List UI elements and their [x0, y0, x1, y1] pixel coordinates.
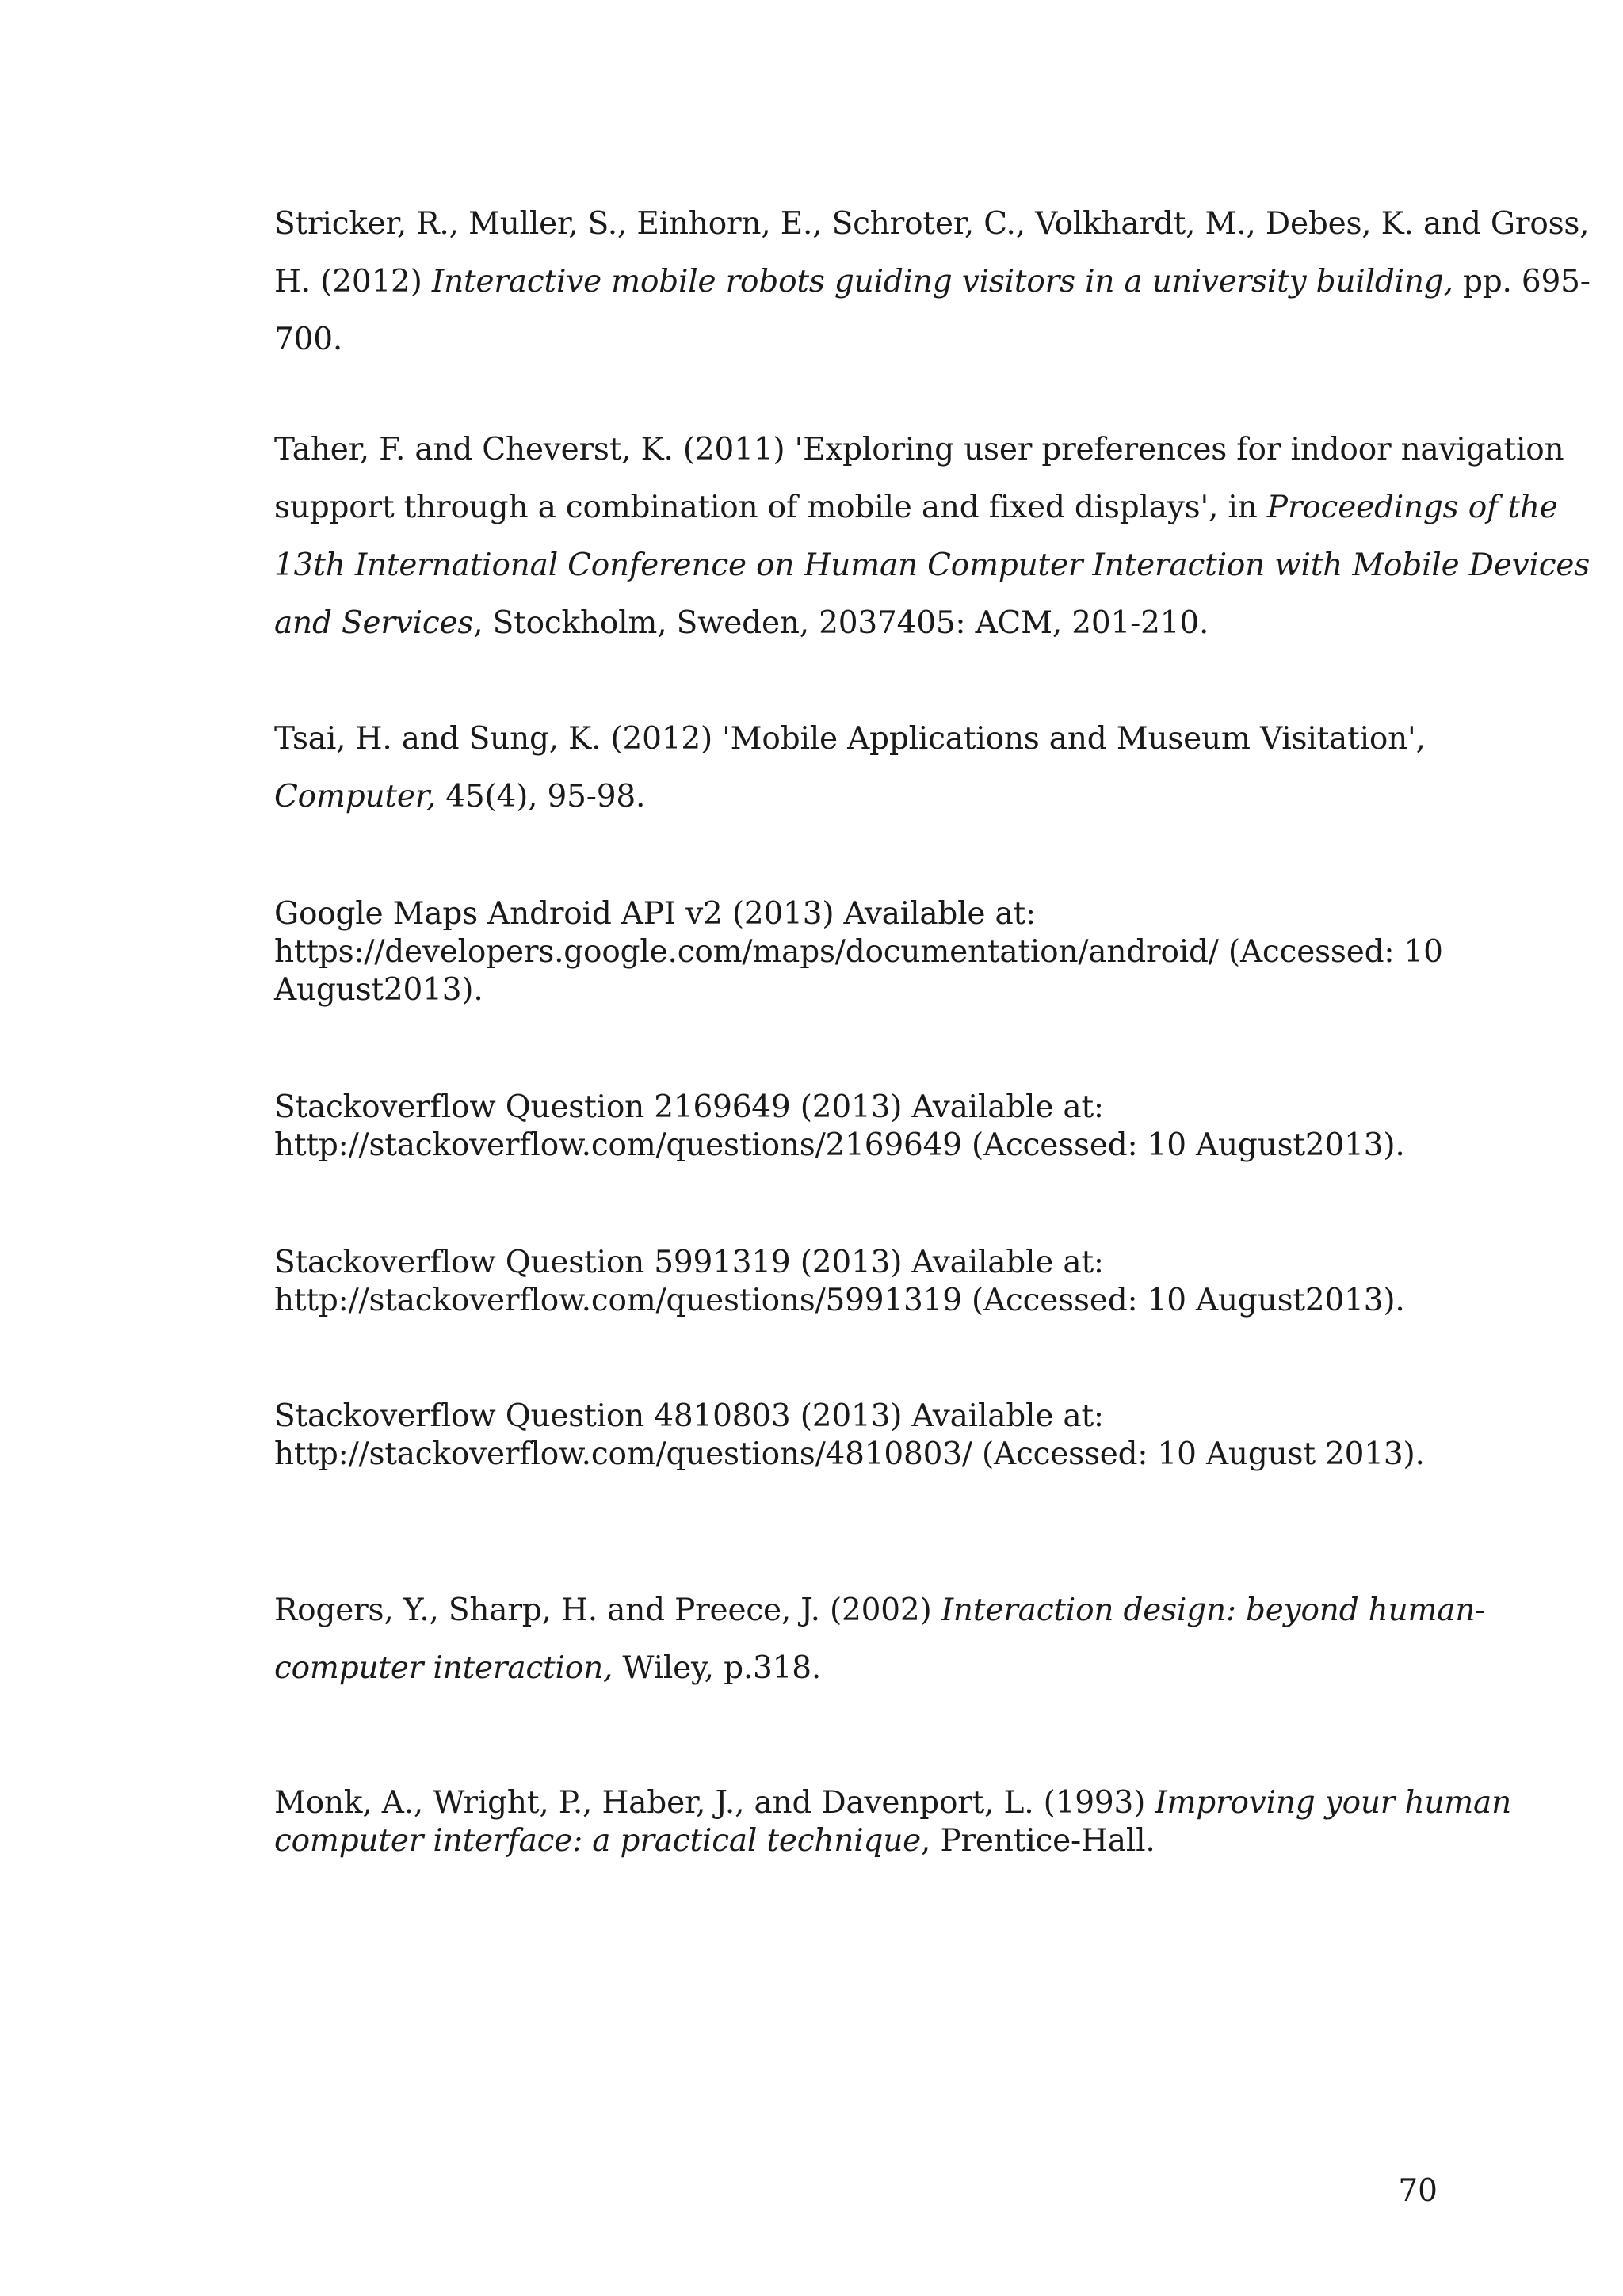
reference-title: Interactive mobile robots guiding visitors in a university building,: [431, 264, 1453, 299]
reference-line: [274, 1639, 1447, 1697]
reference-text: Wiley, p.318.: [613, 1650, 822, 1686]
reference-line: [274, 1089, 1447, 1127]
reference-line: [274, 479, 1558, 536]
reference-text: August2013).: [274, 972, 483, 1008]
reference-title: computer interface: a practical technique: [274, 1823, 922, 1859]
reference-line: [274, 1127, 1447, 1165]
reference-text: H. (2012): [274, 264, 432, 299]
reference-url: http://stackoverflow.com/questions/5991319 (Accessed: 10 August2013).: [274, 1283, 1405, 1318]
reference-title: Computer,: [274, 779, 437, 814]
reference-rogers: [274, 1581, 1486, 1697]
reference-stricker: [274, 195, 1591, 368]
reference-line: [274, 768, 1447, 826]
reference-line: [274, 195, 1590, 253]
reference-text: Stackoverflow Question 5991319 (2013) Available at:: [274, 1245, 1104, 1280]
reference-line: [274, 895, 1447, 933]
reference-text: Google Maps Android API v2 (2013) Available at:: [274, 896, 1036, 932]
reference-line: [274, 933, 1447, 971]
reference-line: [274, 594, 1447, 652]
reference-line: [274, 710, 1447, 768]
reference-text: Stricker, R., Muller, S., Einhorn, E., Schroter, C., Volkhardt, M., Debes, K. and Gross,: [274, 206, 1590, 242]
reference-line: [274, 1244, 1447, 1282]
reference-text: Stackoverflow Question 2169649 (2013) Available at:: [274, 1089, 1104, 1125]
reference-text: 45(4), 95-98.: [436, 779, 646, 814]
reference-line: [274, 1784, 1512, 1822]
reference-text: Monk, A., Wright, P., Haber, J., and Davenport, L. (1993): [274, 1785, 1155, 1821]
reference-text: Tsai, H. and Sung, K. (2012) 'Mobile Applications and Museum Visitation',: [274, 721, 1426, 757]
reference-line: [274, 1282, 1447, 1320]
reference-title: and Services: [274, 605, 474, 641]
reference-text: , Stockholm, Sweden, 2037405: ACM, 201-210.: [473, 605, 1209, 641]
reference-line: [274, 1822, 1447, 1860]
reference-text: Taher, F. and Cheverst, K. (2011) 'Exploring user preferences for indoor navigation: [274, 432, 1564, 467]
reference-google-maps: [274, 895, 1447, 1009]
reference-line: [274, 421, 1564, 479]
reference-stackoverflow-4810803: [274, 1398, 1447, 1474]
reference-line: [274, 253, 1591, 311]
reference-stackoverflow-2169649: [274, 1089, 1447, 1165]
reference-line: [274, 1398, 1447, 1436]
reference-title: Improving your human: [1155, 1785, 1512, 1821]
reference-monk: [274, 1784, 1512, 1860]
reference-taher: [274, 421, 1591, 652]
reference-url: https://developers.google.com/maps/documentation/android/ (Accessed: 10: [274, 934, 1443, 970]
reference-text: 700.: [274, 322, 343, 357]
reference-url: http://stackoverflow.com/questions/2169649 (Accessed: 10 August2013).: [274, 1127, 1405, 1163]
reference-url: http://stackoverflow.com/questions/4810803/ (Accessed: 10 August 2013).: [274, 1436, 1425, 1472]
reference-title: Interaction design: beyond human-: [941, 1592, 1486, 1628]
reference-line: [274, 536, 1591, 594]
reference-title: 13th International Conference on Human Computer Interaction with Mobile Devices: [274, 547, 1591, 583]
reference-text: , Prentice-Hall.: [921, 1823, 1155, 1859]
reference-line: [274, 1436, 1447, 1474]
page-number: 70: [1398, 2173, 1438, 2209]
reference-line: [274, 311, 1447, 368]
reference-line: [274, 1581, 1486, 1639]
reference-text: pp. 695-: [1453, 264, 1591, 299]
reference-tsai: [274, 710, 1447, 826]
reference-text: support through a combination of mobile and fixed displays', in: [274, 490, 1267, 525]
reference-line: [274, 971, 1447, 1009]
reference-title: Proceedings of the: [1266, 490, 1558, 525]
reference-text: Rogers, Y., Sharp, H. and Preece, J. (2002): [274, 1592, 941, 1628]
reference-text: Stackoverflow Question 4810803 (2013) Available at:: [274, 1398, 1104, 1434]
reference-title: computer interaction,: [274, 1650, 613, 1686]
reference-stackoverflow-5991319: [274, 1244, 1447, 1320]
